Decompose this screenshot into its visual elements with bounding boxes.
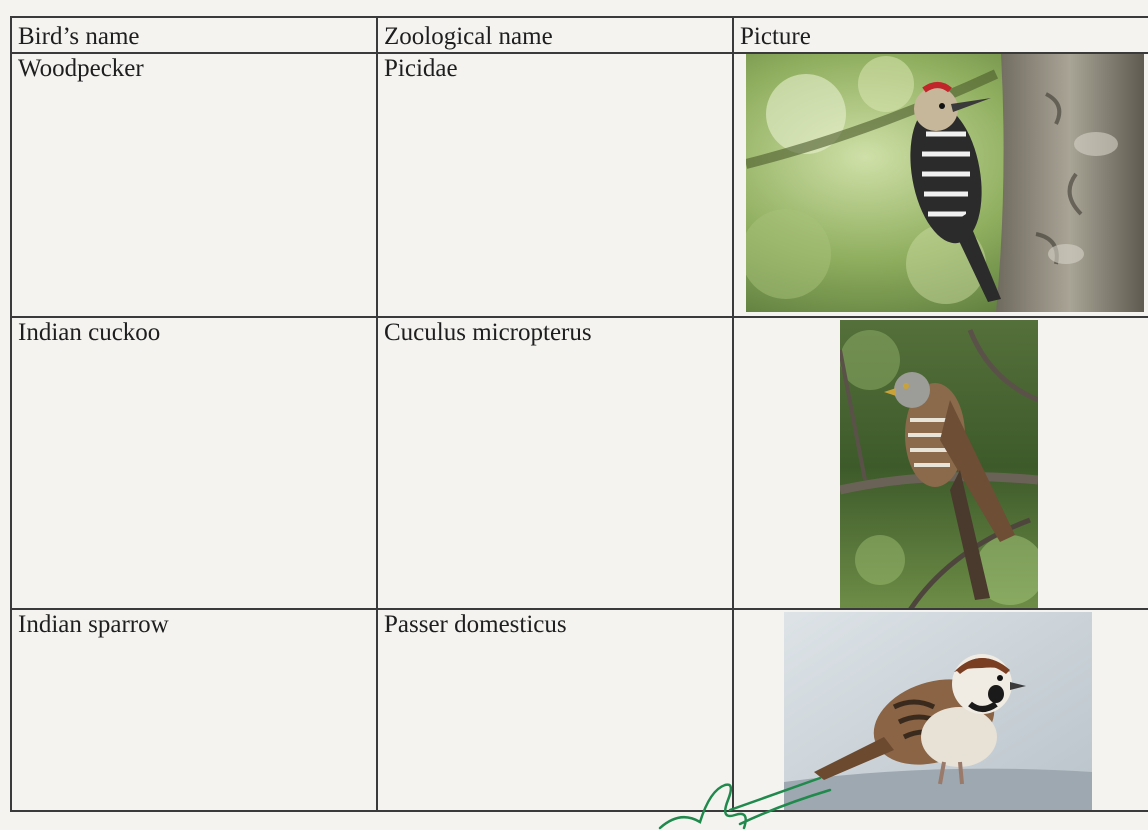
zoological-name-cell: Passer domesticus <box>377 609 733 811</box>
zoological-name-cell: Picidae <box>377 53 733 317</box>
cuckoo-photo <box>840 320 1038 609</box>
picture-cell <box>733 53 1148 317</box>
table-header-row <box>11 17 1148 53</box>
table-row <box>11 609 1148 811</box>
bird-name-cell: Indian sparrow <box>11 609 377 811</box>
header-picture: Picture <box>733 17 1148 53</box>
table-row <box>11 53 1148 317</box>
picture-cell <box>733 317 1148 609</box>
signature-scribble <box>640 770 840 830</box>
birds-table <box>10 16 1148 812</box>
bird-name-cell: Woodpecker <box>11 53 377 317</box>
header-zoological-name: Zoological name <box>377 17 733 53</box>
zoological-name-cell: Cuculus micropterus <box>377 317 733 609</box>
header-bird-name: Bird’s name <box>11 17 377 53</box>
bird-name-cell: Indian cuckoo <box>11 317 377 609</box>
table-row <box>11 317 1148 609</box>
woodpecker-photo <box>746 54 1144 312</box>
